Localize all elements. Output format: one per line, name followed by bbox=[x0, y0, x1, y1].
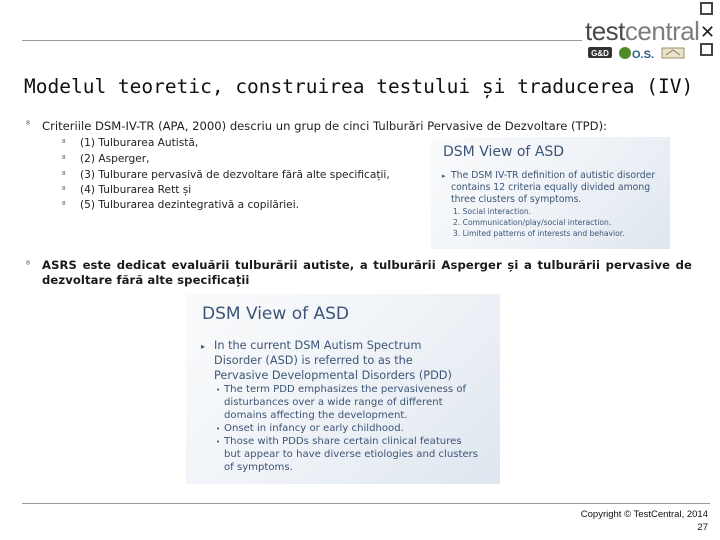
dsm2-sub-bullet-icon: • bbox=[216, 438, 221, 446]
testcentral-logo bbox=[585, 17, 699, 45]
dsm-view-image-2 bbox=[186, 294, 500, 484]
dsm2-heading: DSM View of ASD bbox=[202, 304, 349, 324]
tpd-item-4: (4) Tulburarea Rett și bbox=[80, 184, 192, 196]
tpd-item-2: (2) Asperger, bbox=[80, 153, 150, 165]
bullet2-text: ASRS este dedicat evaluării tulburării autiste, a tulburării Asperger și a tulburării pervasive de dezvoltare fără alte specificații bbox=[42, 258, 692, 287]
tpd-item-5: (5) Tulburarea dezintegrativă a copilăriei. bbox=[80, 199, 300, 211]
dsm1-item-1: 1. Social interaction. bbox=[453, 207, 532, 216]
sub-bullet-icon: ⁸ bbox=[62, 139, 66, 149]
tpd-item-3: (3) Tulburare pervasivă de dezvoltare fără alte specificații, bbox=[80, 169, 390, 181]
page-title: Modelul teoretic, construirea testului și traducerea (IV) bbox=[24, 75, 694, 98]
dsm2-sub-6: but appear to have diverse etiologies and clusters bbox=[224, 449, 479, 460]
sub-bullet-icon: ⁸ bbox=[62, 155, 66, 165]
dsm2-sub-bullet-icon: • bbox=[216, 425, 221, 433]
dsm2-sub-bullet-icon: • bbox=[216, 386, 221, 394]
dsm2-line-1: In the current DSM Autism Spectrum bbox=[214, 339, 422, 352]
restore-button[interactable] bbox=[700, 2, 713, 15]
dsm2-sub-5: Those with PDDs share certain clinical features bbox=[224, 436, 462, 447]
close-icon[interactable]: ✕ bbox=[700, 22, 716, 43]
dsm2-sub-2: disturbances over a wide range of different bbox=[224, 397, 443, 408]
page-number: 27 bbox=[697, 522, 708, 533]
bottom-divider bbox=[22, 503, 710, 504]
copyright-text: Copyright © TestCentral, 2014 bbox=[580, 509, 708, 520]
minimize-button[interactable] bbox=[700, 43, 713, 56]
dsm-view-image-1 bbox=[431, 137, 670, 249]
logo-part-test: test bbox=[585, 16, 625, 46]
bullet1-text: Criteriile DSM-IV-TR (APA, 2000) descriu un grup de cinci Tulburări Pervasive de Dezvoltare (TPD): bbox=[42, 119, 608, 133]
dsm2-sub-3: domains affecting the development. bbox=[224, 410, 408, 421]
logo-part-central: central bbox=[624, 16, 700, 46]
svg-text:O.S.: O.S. bbox=[632, 49, 655, 61]
dsm2-sub-4: Onset in infancy or early childhood. bbox=[224, 423, 404, 434]
dsm1-line-2: contains 12 criteria equally divided among bbox=[451, 182, 651, 193]
dsm1-bullet-icon: ▸ bbox=[442, 172, 446, 180]
dsm2-sub-1: The term PDD emphasizes the pervasiveness of bbox=[224, 384, 467, 395]
dsm2-bullet-icon: ▸ bbox=[201, 342, 206, 351]
partner-logos bbox=[588, 45, 690, 61]
dsm2-sub-7: of symptoms. bbox=[224, 462, 293, 473]
dsm1-item-3: 3. Limited patterns of interests and behavior. bbox=[453, 229, 625, 238]
dsm1-line-3: three clusters of symptoms. bbox=[451, 194, 582, 205]
dsm1-line-1: The DSM IV-TR definition of autistic disorder bbox=[451, 170, 656, 181]
bullet-icon: ⁸ bbox=[26, 120, 31, 131]
dsm1-heading: DSM View of ASD bbox=[443, 144, 565, 160]
dsm2-line-3: Pervasive Developmental Disorders (PDD) bbox=[214, 369, 452, 382]
tpd-item-1: (1) Tulburarea Autistă, bbox=[80, 137, 199, 149]
bullet-icon: ⁸ bbox=[26, 260, 31, 271]
sub-bullet-icon: ⁸ bbox=[62, 201, 66, 211]
top-divider bbox=[22, 40, 582, 41]
dsm2-line-2: Disorder (ASD) is referred to as the bbox=[214, 354, 413, 367]
dsm1-item-2: 2. Communication/play/social interaction. bbox=[453, 218, 612, 227]
sub-bullet-icon: ⁸ bbox=[62, 186, 66, 196]
svg-text:G&D: G&D bbox=[591, 49, 609, 58]
sub-bullet-icon: ⁸ bbox=[62, 171, 66, 181]
footer bbox=[581, 508, 708, 534]
